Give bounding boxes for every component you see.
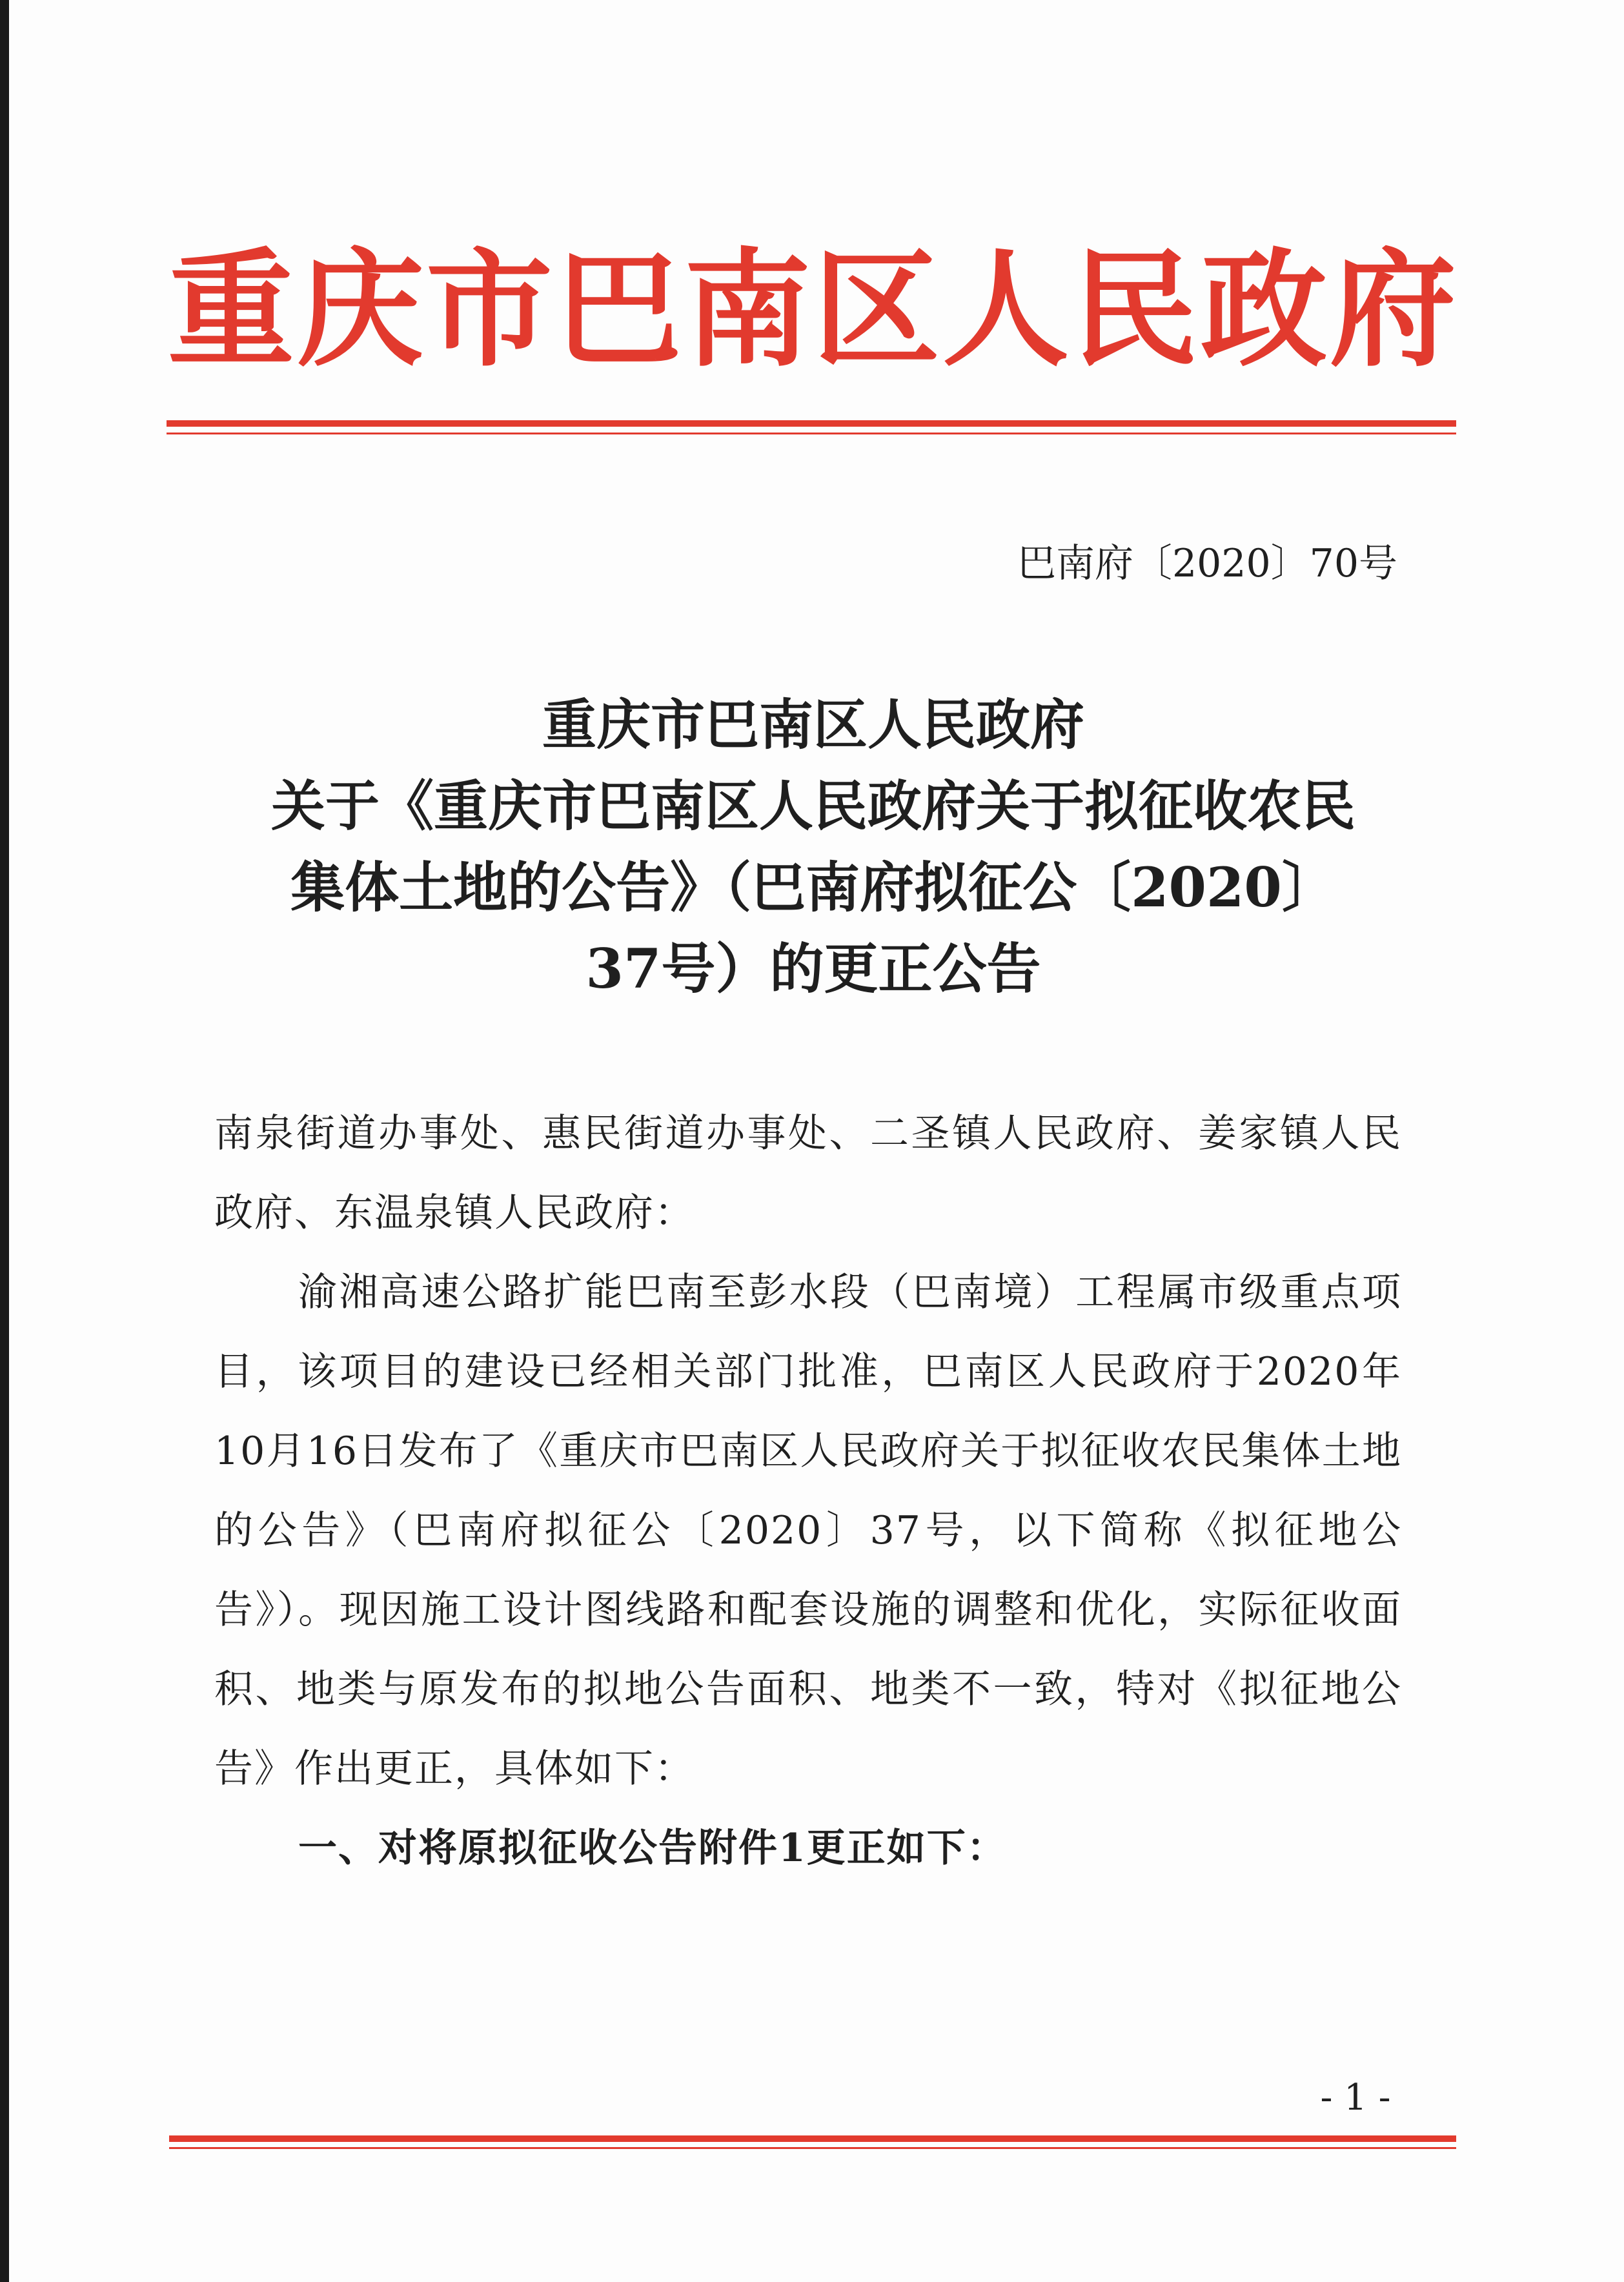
page-number: - 1 - xyxy=(1320,2077,1391,2119)
title-line: 37号）的更正公告 xyxy=(585,937,1041,1001)
masthead-title: 重庆市巴南区人民政府 xyxy=(167,236,1459,384)
title-line: 重庆市巴南区人民政府 xyxy=(542,693,1084,757)
title-line: 集体土地的公告》（巴南府拟征公〔2020〕 xyxy=(290,855,1336,919)
document-title xyxy=(161,684,1465,1010)
footer-rule-thick xyxy=(169,2135,1456,2142)
header-rule-thin xyxy=(167,433,1456,434)
document-number: 巴南府〔2020〕70号 xyxy=(1017,541,1397,586)
section-heading: 一、对将原拟征收公告附件1更正如下： xyxy=(298,1826,1007,1871)
body-paragraph: 渝湘高速公路扩能巴南至彭水段（巴南境）工程属市级重点项目，该项目的建设已经相关部门批准，巴南区人民政府于2020年10月16日发布了《重庆市巴南区人民政府关于拟征收农民集体土地的公告》（巴南府拟征公〔2020〕37号，以下简称《拟征地公告》）。现因施工设计图线路和配套设施的调整和优化，实际征收面积、地类与原发布的拟地公告面积、地类不一致，特对《拟征地公告》作出更正，具体如下： xyxy=(214,1270,1402,1791)
scan-edge xyxy=(0,0,9,2282)
header-rule-thick xyxy=(167,420,1456,427)
recipients: 南泉街道办事处、惠民街道办事处、二圣镇人民政府、姜家镇人民政府、东温泉镇人民政府： xyxy=(214,1111,1402,1236)
document-body xyxy=(214,1094,1402,1888)
footer-rule-thin xyxy=(169,2147,1456,2149)
title-line: 关于《重庆市巴南区人民政府关于拟征收农民 xyxy=(270,774,1355,838)
